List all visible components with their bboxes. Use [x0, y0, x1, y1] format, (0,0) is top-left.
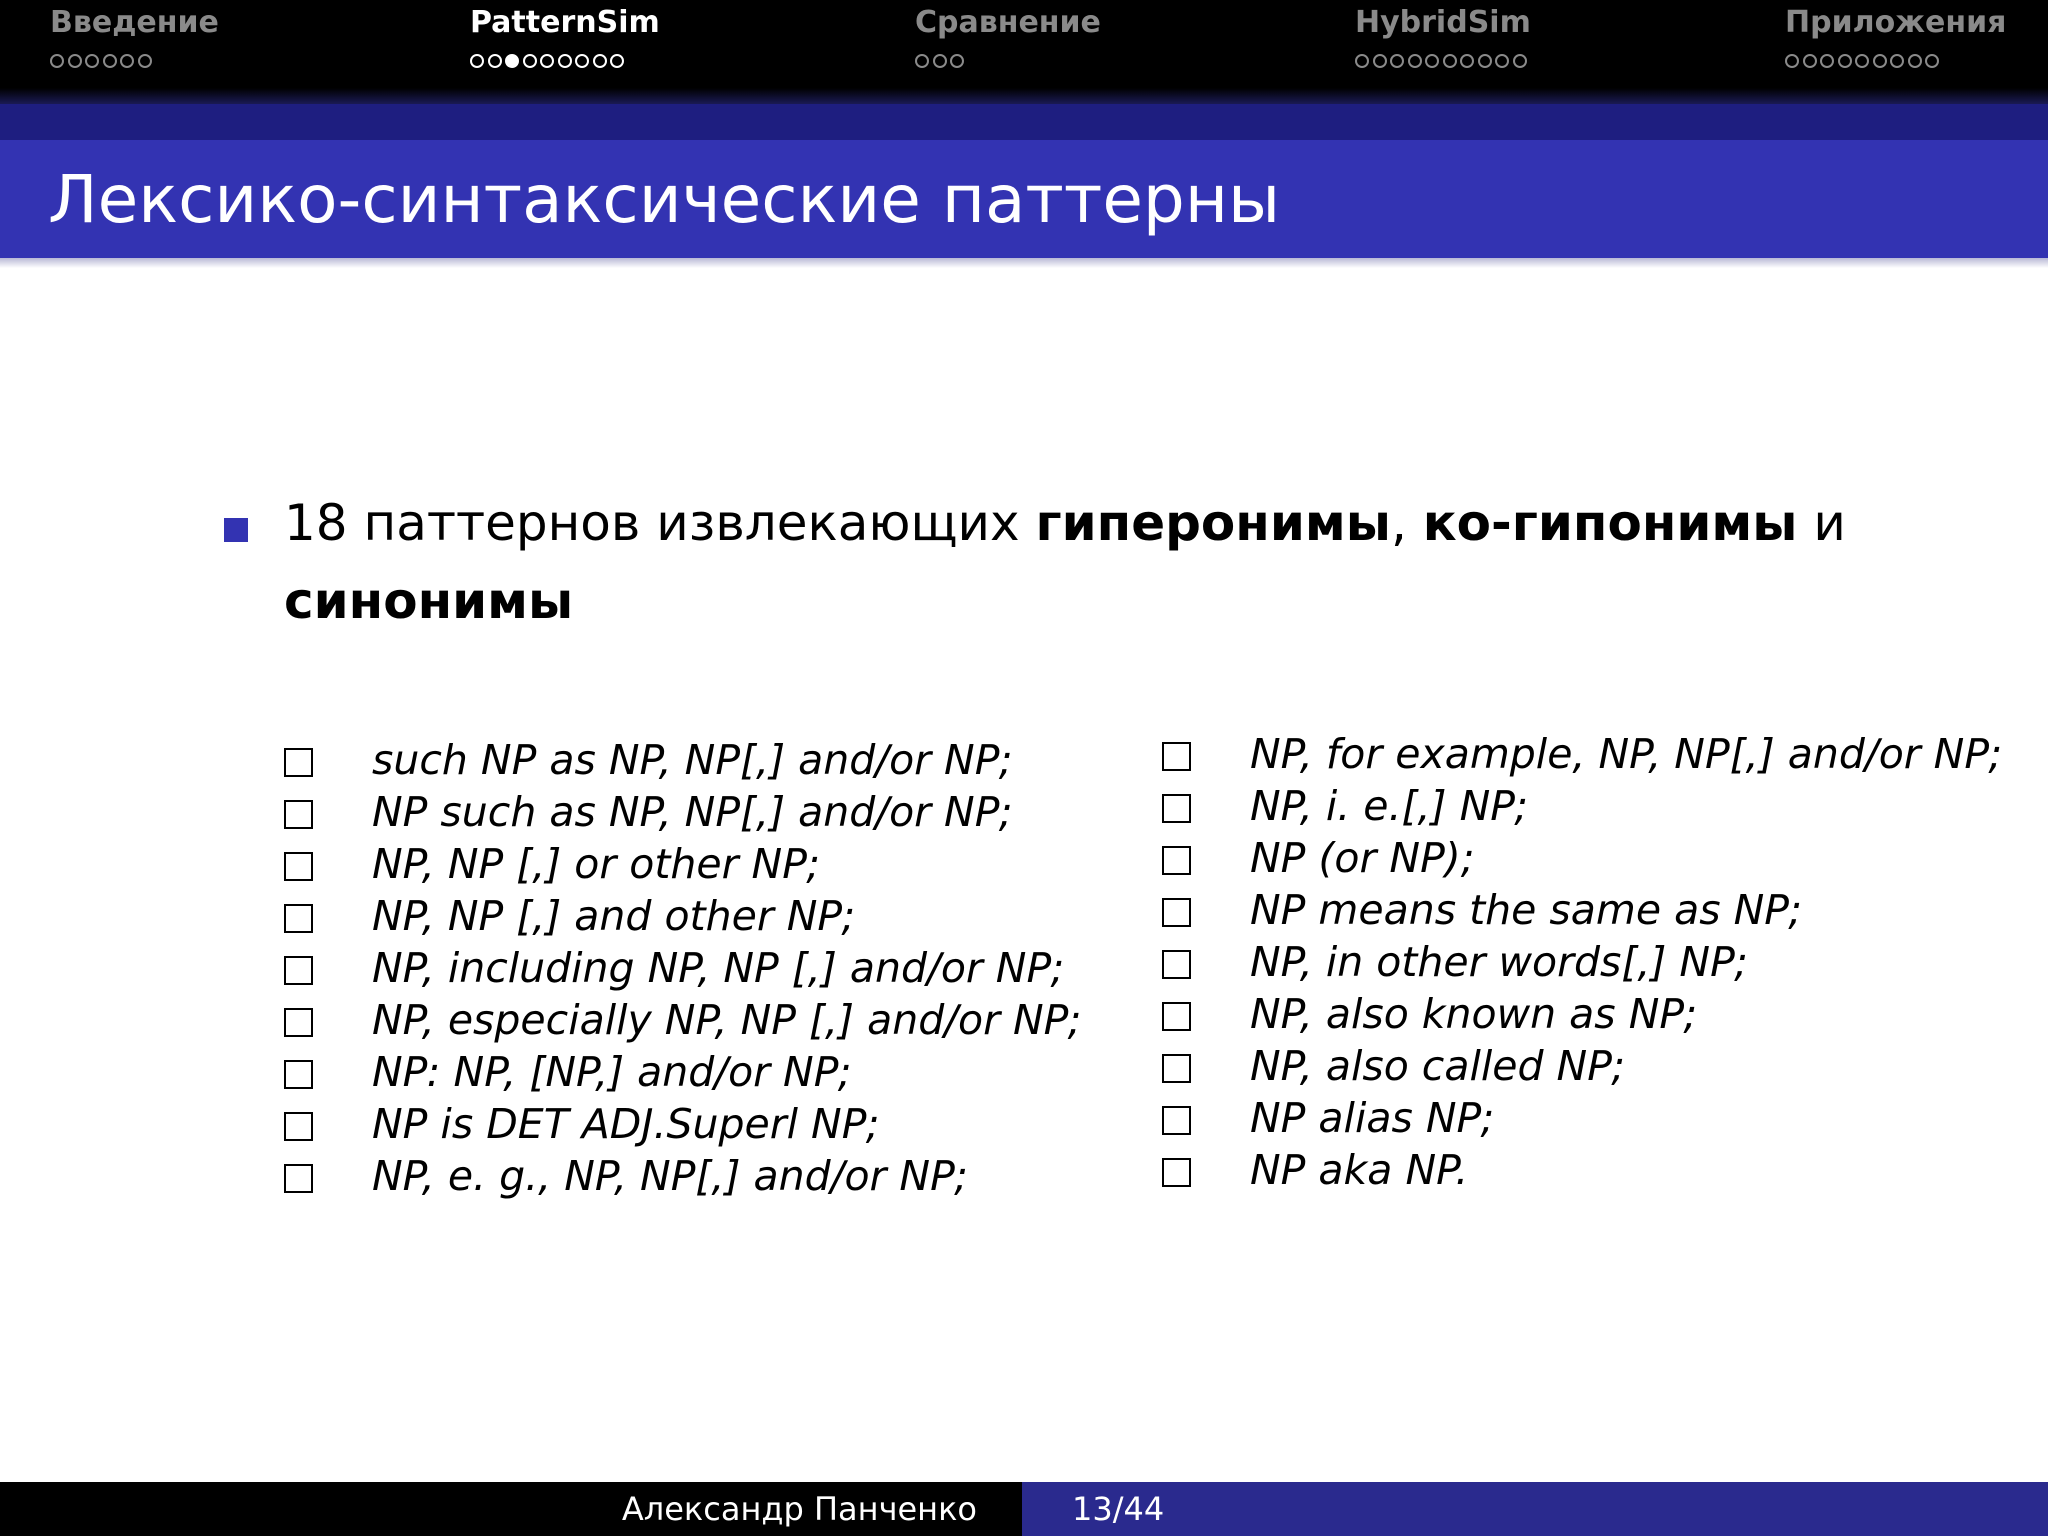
slide-dot[interactable] — [1838, 54, 1852, 68]
checkbox-icon — [284, 748, 313, 777]
slide-dot[interactable] — [1373, 54, 1387, 68]
checkbox-icon — [1162, 794, 1191, 823]
pattern-text: NP, for example, NP, NP[,] and/or NP; — [1250, 730, 2003, 778]
pattern-text: such NP as NP, NP[,] and/or NP; — [372, 736, 1013, 784]
checkbox-icon — [284, 1008, 313, 1037]
footer-page-panel — [1022, 1482, 2048, 1536]
slide-dot[interactable] — [610, 54, 624, 68]
slide-dot[interactable] — [950, 54, 964, 68]
slide-dot[interactable] — [1408, 54, 1422, 68]
nav-section-title[interactable]: Приложения — [1785, 5, 2007, 40]
nav-slide-dots — [50, 50, 219, 72]
title-bar-top — [0, 104, 2048, 140]
nav-section-applications[interactable] — [1785, 4, 2006, 72]
term-hypernyms: гиперонимы — [1035, 494, 1391, 552]
pattern-text: NP alias NP; — [1250, 1094, 1495, 1142]
pattern-text: NP aka NP. — [1250, 1146, 1469, 1194]
pattern-text: NP, also known as NP; — [1250, 990, 1698, 1038]
footer-author-panel — [0, 1482, 1022, 1536]
pattern-text: NP (or NP); — [1250, 834, 1475, 882]
pattern-text: NP, i. e.[,] NP; — [1250, 782, 1529, 830]
nav-section-title[interactable]: Сравнение — [915, 5, 1101, 40]
term-cohyponyms: ко-гипонимы — [1422, 494, 1798, 552]
slide-dot[interactable] — [68, 54, 82, 68]
slide-dot[interactable] — [1355, 54, 1369, 68]
nav-slide-dots — [470, 50, 660, 72]
slide-dot[interactable] — [1478, 54, 1492, 68]
checkbox-icon — [1162, 1158, 1191, 1187]
term-synonyms: синонимы — [284, 572, 574, 630]
checkbox-icon — [284, 1112, 313, 1141]
section-navigation-bar — [0, 0, 2048, 88]
checkbox-icon — [1162, 898, 1191, 927]
current-slide-dot[interactable] — [505, 54, 519, 68]
nav-section-hybridsim[interactable] — [1355, 4, 1531, 72]
pattern-text: NP, also called NP; — [1250, 1042, 1626, 1090]
pattern-text: NP, in other words[,] NP; — [1250, 938, 1748, 986]
bullet-separator: и — [1797, 494, 1846, 552]
slide-dot[interactable] — [575, 54, 589, 68]
bullet-square-icon — [224, 518, 248, 542]
nav-section-patternsim[interactable] — [470, 4, 660, 72]
slide-dot[interactable] — [593, 54, 607, 68]
checkbox-icon — [284, 1060, 313, 1089]
checkbox-icon — [284, 852, 313, 881]
nav-shadow — [0, 88, 2048, 104]
checkbox-icon — [284, 904, 313, 933]
checkbox-icon — [1162, 846, 1191, 875]
slide-dot[interactable] — [120, 54, 134, 68]
checkbox-icon — [1162, 950, 1191, 979]
slide-dot[interactable] — [540, 54, 554, 68]
bullet-text — [284, 484, 1884, 640]
footer-author: Александр Панченко — [621, 1490, 977, 1528]
slide-dot[interactable] — [488, 54, 502, 68]
slide-dot[interactable] — [933, 54, 947, 68]
checkbox-icon — [284, 956, 313, 985]
checkbox-icon — [284, 1164, 313, 1193]
pattern-text: NP, NP [,] or other NP; — [372, 840, 821, 888]
nav-slide-dots — [1355, 50, 1531, 72]
slide-dot[interactable] — [1925, 54, 1939, 68]
checkbox-icon — [1162, 1054, 1191, 1083]
slide-dot[interactable] — [1443, 54, 1457, 68]
pattern-text: NP, NP [,] and other NP; — [372, 892, 856, 940]
slide-dot[interactable] — [1513, 54, 1527, 68]
slide-dot[interactable] — [1390, 54, 1404, 68]
slide-title: Лексико-синтаксические паттерны — [48, 161, 1281, 238]
nav-section-title[interactable]: PatternSim — [470, 5, 660, 40]
nav-section-comparison[interactable] — [915, 4, 1101, 72]
slide-dot[interactable] — [470, 54, 484, 68]
nav-slide-dots — [915, 50, 1101, 72]
checkbox-icon — [1162, 1106, 1191, 1135]
slide-dot[interactable] — [1785, 54, 1799, 68]
pattern-text: NP, including NP, NP [,] and/or NP; — [372, 944, 1065, 992]
slide-dot[interactable] — [1855, 54, 1869, 68]
slide-dot[interactable] — [1890, 54, 1904, 68]
slide-dot[interactable] — [85, 54, 99, 68]
pattern-text: NP means the same as NP; — [1250, 886, 1803, 934]
slide-dot[interactable] — [1820, 54, 1834, 68]
title-shadow — [0, 258, 2048, 268]
pattern-text: NP such as NP, NP[,] and/or NP; — [372, 788, 1013, 836]
slide-dot[interactable] — [50, 54, 64, 68]
slide-dot[interactable] — [523, 54, 537, 68]
slide-dot[interactable] — [915, 54, 929, 68]
slide-dot[interactable] — [1460, 54, 1474, 68]
slide-dot[interactable] — [1425, 54, 1439, 68]
slide-dot[interactable] — [558, 54, 572, 68]
nav-slide-dots — [1785, 50, 2006, 72]
checkbox-icon — [1162, 1002, 1191, 1031]
page-number: 13/44 — [1072, 1490, 1165, 1528]
checkbox-icon — [1162, 742, 1191, 771]
slide-dot[interactable] — [103, 54, 117, 68]
slide-dot[interactable] — [1803, 54, 1817, 68]
pattern-text: NP is DET ADJ.Superl NP; — [372, 1100, 880, 1148]
slide-dot[interactable] — [138, 54, 152, 68]
slide-dot[interactable] — [1908, 54, 1922, 68]
nav-section-title[interactable]: HybridSim — [1355, 5, 1531, 40]
pattern-text: NP, e. g., NP, NP[,] and/or NP; — [372, 1152, 968, 1200]
pattern-text: NP: NP, [NP,] and/or NP; — [372, 1048, 852, 1096]
slide-dot[interactable] — [1873, 54, 1887, 68]
slide-dot[interactable] — [1495, 54, 1509, 68]
bullet-separator: , — [1390, 494, 1423, 552]
bullet-prefix: 18 паттернов извлекающих — [284, 494, 1036, 552]
nav-section-introduction[interactable] — [50, 4, 219, 72]
pattern-text: NP, especially NP, NP [,] and/or NP; — [372, 996, 1082, 1044]
nav-section-title[interactable]: Введение — [50, 5, 219, 40]
checkbox-icon — [284, 800, 313, 829]
